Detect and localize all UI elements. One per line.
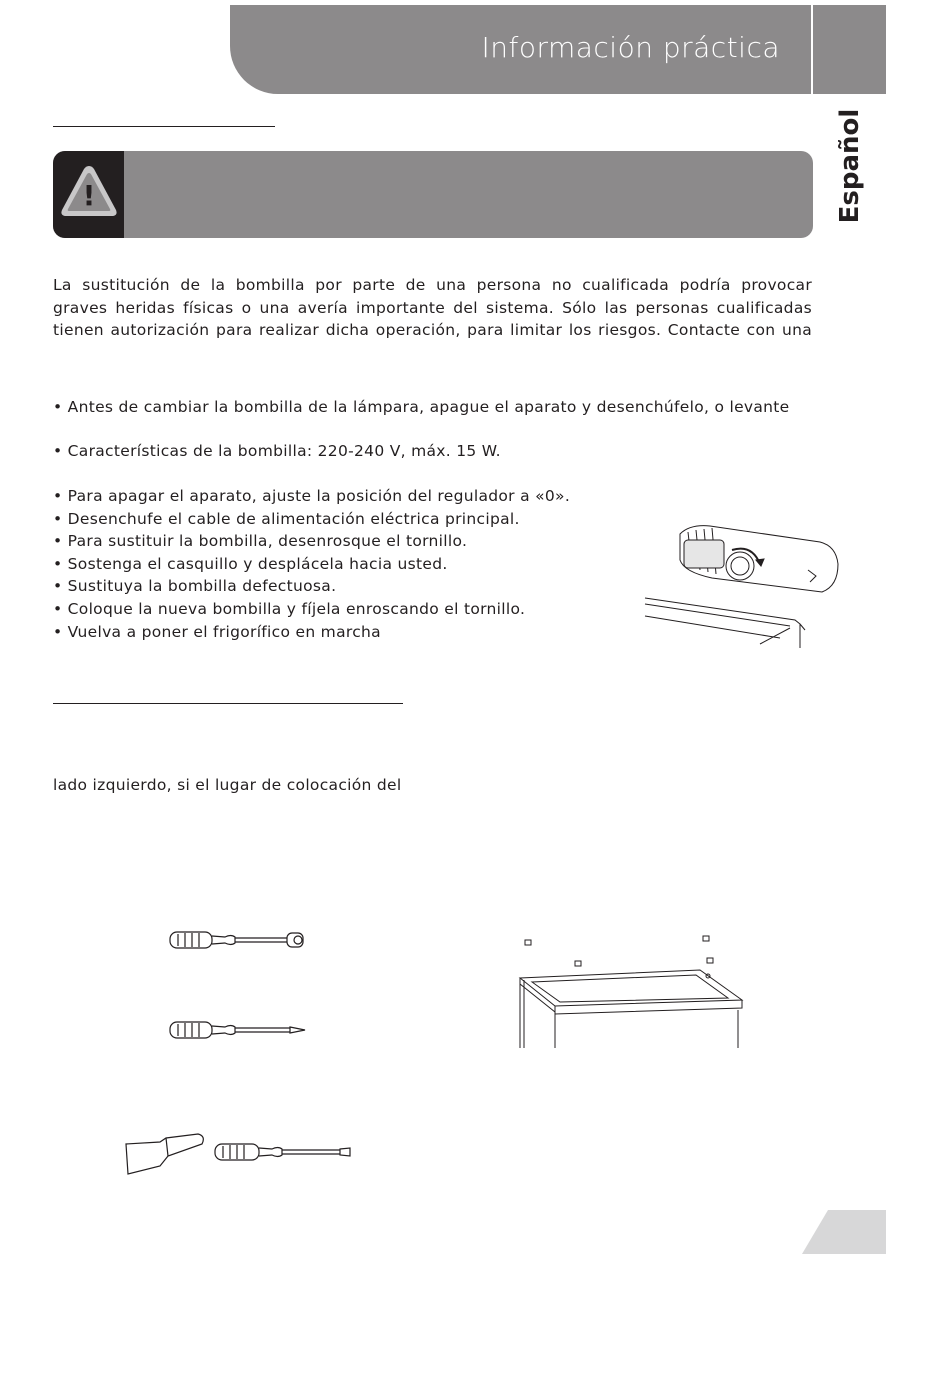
list-item: • Sostenga el casquillo y desplácela hacia usted.	[53, 554, 448, 573]
section-heading-rule	[53, 126, 275, 127]
note-unplug: • Antes de cambiar la bombilla de la lámpara, apague el aparato y desenchúfelo, o levante	[53, 398, 790, 416]
lamp-housing-illustration	[640, 520, 840, 650]
warning-triangle-icon	[59, 163, 119, 223]
screw-cover-marker	[575, 961, 581, 966]
phillips-screwdriver-icon	[165, 1015, 315, 1045]
header-divider	[811, 5, 813, 94]
putty-knife-and-flat-screwdriver-icon	[120, 1130, 360, 1180]
list-item: • Desenchufe el cable de alimentación eléctrica principal.	[53, 509, 520, 528]
intro-line-1: La sustitución de la bombilla por parte de una persona no cualificada podría provocar	[53, 276, 812, 294]
list-item: • Para apagar el aparato, ajuste la posición del regulador a «0».	[53, 487, 571, 505]
note-bulb-specs: • Características de la bombilla: 220-240 V, máx. 15 W.	[53, 442, 501, 460]
intro-line-3: tienen autorización para realizar dicha operación, para limitar los riesgos. Contacte con una	[53, 321, 812, 339]
list-item: • Vuelva a poner el frigorífico en marcha	[53, 622, 381, 641]
list-item: • Sustituya la bombilla defectuosa.	[53, 577, 337, 596]
page-corner-tab	[802, 1210, 886, 1254]
list-item: • Coloque la nueva bombilla y fíjela enroscando el tornillo.	[53, 599, 526, 618]
screw-cover-marker	[525, 940, 531, 945]
page-title: Información práctica	[481, 31, 780, 64]
intro-line-2: graves heridas físicas o una avería importante del sistema. Sólo las personas cualificadas	[53, 299, 812, 317]
screw-cover-marker	[703, 936, 709, 941]
language-tab	[820, 108, 880, 224]
nut-driver-icon	[165, 925, 315, 955]
warning-box	[53, 151, 813, 238]
section-heading-rule-2	[53, 703, 403, 704]
list-item: • Para sustituir la bombilla, desenrosque el tornillo.	[53, 532, 468, 551]
warning-symbol: !	[82, 179, 96, 212]
steps-list	[53, 485, 570, 643]
language-label: Español	[835, 108, 865, 224]
door-reversal-text: lado izquierdo, si el lugar de colocación del	[53, 776, 402, 794]
warning-icon-cell	[53, 151, 124, 238]
screw-cover-marker	[707, 958, 713, 963]
fridge-top-illustration	[510, 930, 750, 1055]
